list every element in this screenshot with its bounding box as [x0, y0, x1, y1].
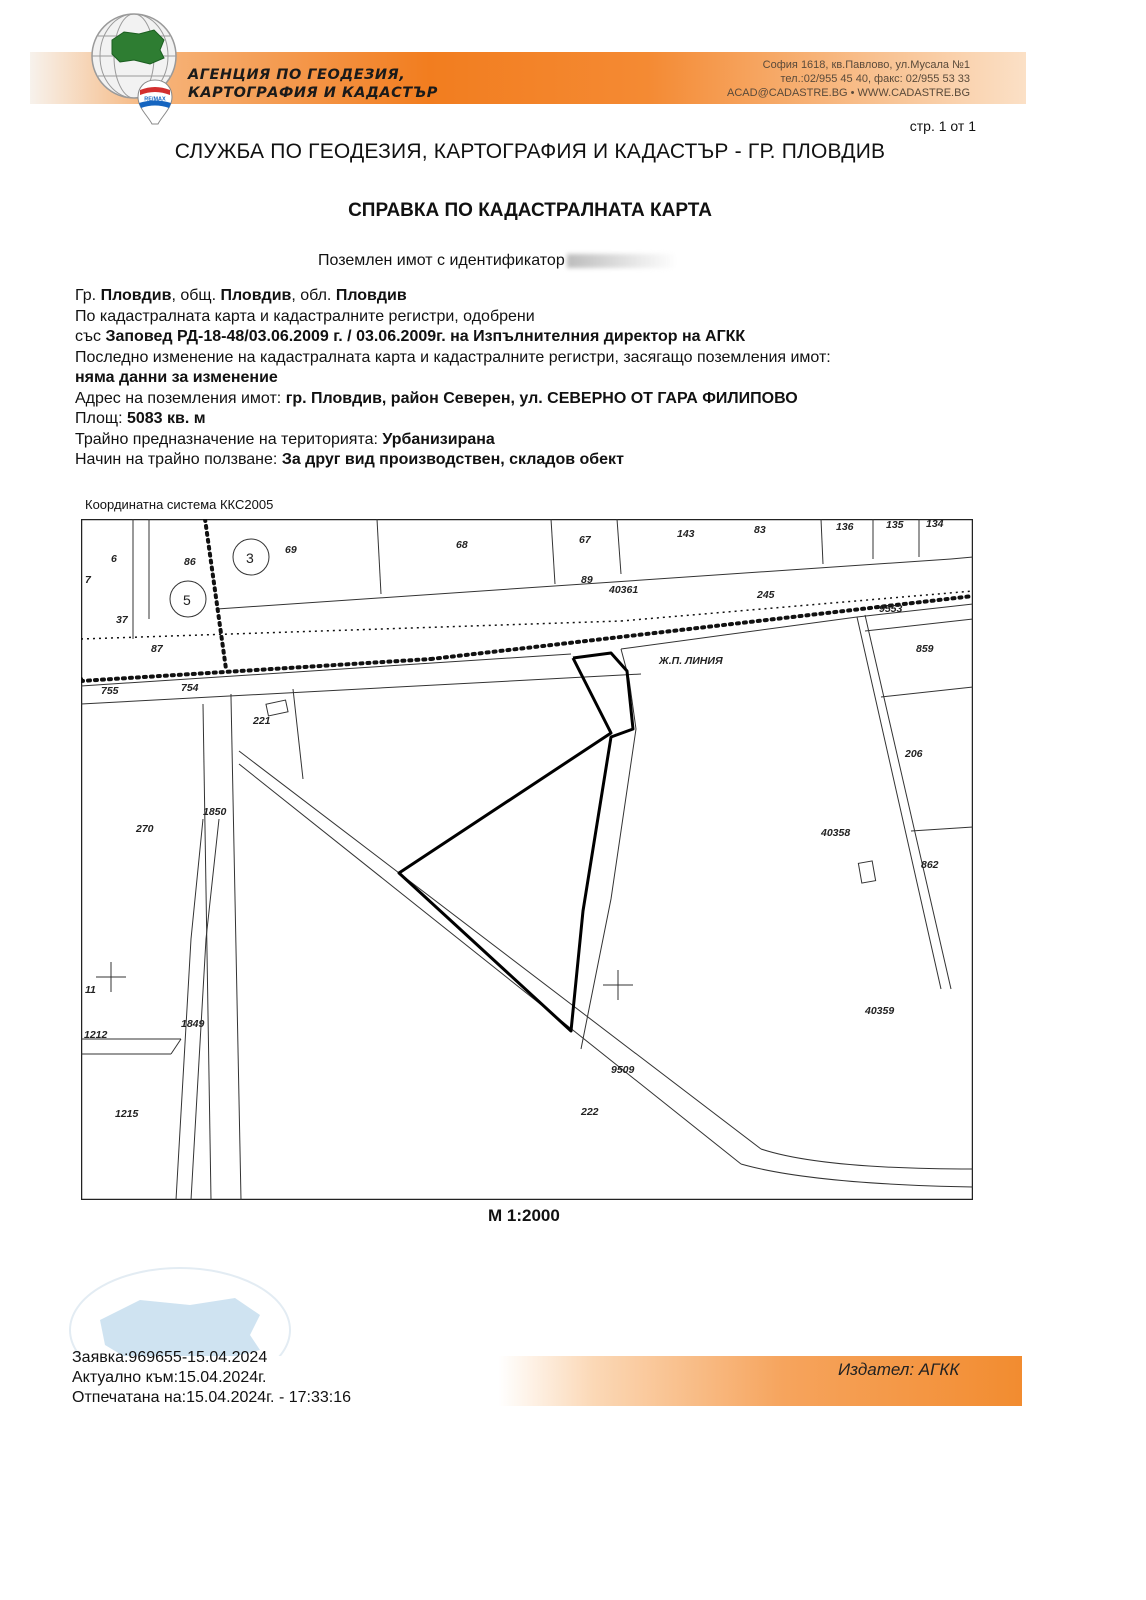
municipality: Пловдив — [220, 287, 292, 304]
parcel-136: 136 — [836, 521, 854, 533]
order-value: Заповед РД-18-48/03.06.2009 г. / 03.06.2009г. на Изпълнителния директор на АГКК — [105, 328, 746, 345]
contact-address: София 1618, кв.Павлово, ул.Мусала №1 — [762, 59, 970, 71]
parcel-755: 755 — [101, 685, 119, 697]
location-line — [75, 286, 831, 307]
parcel-40359: 40359 — [865, 1005, 895, 1017]
request-line: Заявка:969655-15.04.2024 — [72, 1349, 268, 1366]
parcel-754: 754 — [181, 682, 199, 694]
document-title: СПРАВКА ПО КАДАСТРАЛНАТА КАРТА — [348, 200, 712, 221]
circle-label-3: 3 — [246, 550, 254, 566]
parcel-67: 67 — [579, 534, 591, 546]
parcel-245: 245 — [757, 589, 775, 601]
address-value: гр. Пловдив, район Северен, ул. СЕВЕРНО ОТ ГАРА ФИЛИПОВО — [285, 389, 798, 407]
agency-name-line2: КАРТОГРАФИЯ И КАДАСТЪР — [188, 85, 438, 101]
parcel-9553: 9553 — [879, 603, 903, 615]
parcel-1849: 1849 — [181, 1018, 205, 1030]
parcel-135: 135 — [886, 519, 904, 531]
parcel-6: 6 — [111, 553, 117, 565]
parcel-221: 221 — [253, 715, 271, 727]
parcel-86: 86 — [184, 556, 196, 568]
parcel-87: 87 — [151, 643, 163, 655]
parcel-37: 37 — [116, 614, 128, 626]
city-prefix: Гр. — [75, 287, 101, 304]
page-number: стр. 1 от 1 — [909, 118, 976, 134]
parcel-859: 859 — [916, 643, 934, 655]
parcel-7: 7 — [85, 574, 91, 586]
last-change-value-line — [75, 368, 831, 389]
circle-label-5: 5 — [183, 592, 191, 608]
region-prefix: , обл. — [291, 287, 336, 304]
identifier-line — [318, 252, 677, 270]
contact-phone: тел.:02/955 45 40, факс: 02/955 53 33 — [780, 73, 970, 85]
parcel-1850: 1850 — [203, 806, 227, 818]
parcel-9509: 9509 — [611, 1064, 635, 1076]
agency-name — [188, 66, 438, 102]
coordinate-system: Координатна система ККС2005 — [85, 497, 274, 512]
parcel-40361: 40361 — [609, 584, 639, 596]
agency-contacts — [700, 58, 970, 100]
purpose-value: Урбанизирана — [382, 430, 495, 448]
parcel-11: 11 — [85, 984, 96, 996]
contact-web: ACAD@CADASTRE.BG • WWW.CADASTRE.BG — [727, 87, 970, 99]
purpose-line — [75, 430, 831, 451]
address-label: Адрес на поземления имот: — [75, 389, 286, 407]
parcel-68: 68 — [456, 539, 468, 551]
parcel-862: 862 — [921, 859, 939, 871]
approval-line: По кадастралната карта и кадастралните регистри, одобрени — [75, 307, 535, 325]
parcel-143: 143 — [677, 528, 695, 540]
area-line — [75, 409, 831, 430]
parcel-83: 83 — [754, 524, 766, 536]
order-prefix: със — [75, 328, 106, 345]
service-title: СЛУЖБА ПО ГЕОДЕЗИЯ, КАРТОГРАФИЯ И КАДАСТЪР - ГР. ПЛОВДИВ — [174, 140, 886, 163]
remax-logo-text: RE/MAX — [144, 96, 166, 103]
printed-line: Отпечатана на:15.04.2024г. - 17:33:16 — [72, 1389, 351, 1406]
parcel-69: 69 — [285, 544, 297, 556]
parcel-1212: 1212 — [84, 1029, 108, 1041]
remax-balloon-logo — [136, 78, 174, 128]
parcel-270: 270 — [136, 823, 154, 835]
publisher: Издател: АГКК — [838, 1360, 960, 1379]
last-change-label: Последно изменение на кадастралната карта и кадастралните регистри, засягащо поземления имот: — [75, 348, 831, 366]
parcel-40358: 40358 — [821, 827, 851, 839]
property-info — [75, 286, 831, 471]
identifier-label: Поземлен имот с идентификатор — [318, 252, 565, 269]
purpose-label: Трайно предназначение на територията: — [75, 430, 383, 448]
footer-details — [72, 1348, 351, 1408]
order-line — [75, 327, 831, 348]
parcel-134: 134 — [926, 519, 944, 530]
usage-value: За друг вид производствен, складов обект — [281, 451, 624, 468]
identifier-redacted — [567, 254, 677, 268]
usage-line — [75, 450, 831, 471]
area-label: Площ: — [75, 410, 127, 427]
area-value: 5083 кв. м — [126, 410, 206, 427]
municipality-prefix: , общ. — [171, 287, 221, 304]
map-scale: М 1:2000 — [488, 1206, 560, 1225]
rail-line-label: Ж.П. ЛИНИЯ — [659, 655, 723, 667]
current-line: Актуално към:15.04.2024г. — [72, 1369, 267, 1386]
usage-label: Начин на трайно ползване: — [75, 451, 282, 468]
parcel-206: 206 — [905, 748, 923, 760]
city: Пловдив — [100, 287, 172, 304]
parcel-89: 89 — [581, 574, 593, 586]
agency-name-line1: АГЕНЦИЯ ПО ГЕОДЕЗИЯ, — [188, 67, 406, 83]
parcel-222: 222 — [581, 1106, 599, 1118]
region: Пловдив — [335, 287, 407, 304]
address-line — [75, 389, 831, 410]
parcel-1215: 1215 — [115, 1108, 139, 1120]
last-change-value: няма данни за изменение — [75, 369, 278, 386]
cadastral-map — [81, 519, 973, 1200]
